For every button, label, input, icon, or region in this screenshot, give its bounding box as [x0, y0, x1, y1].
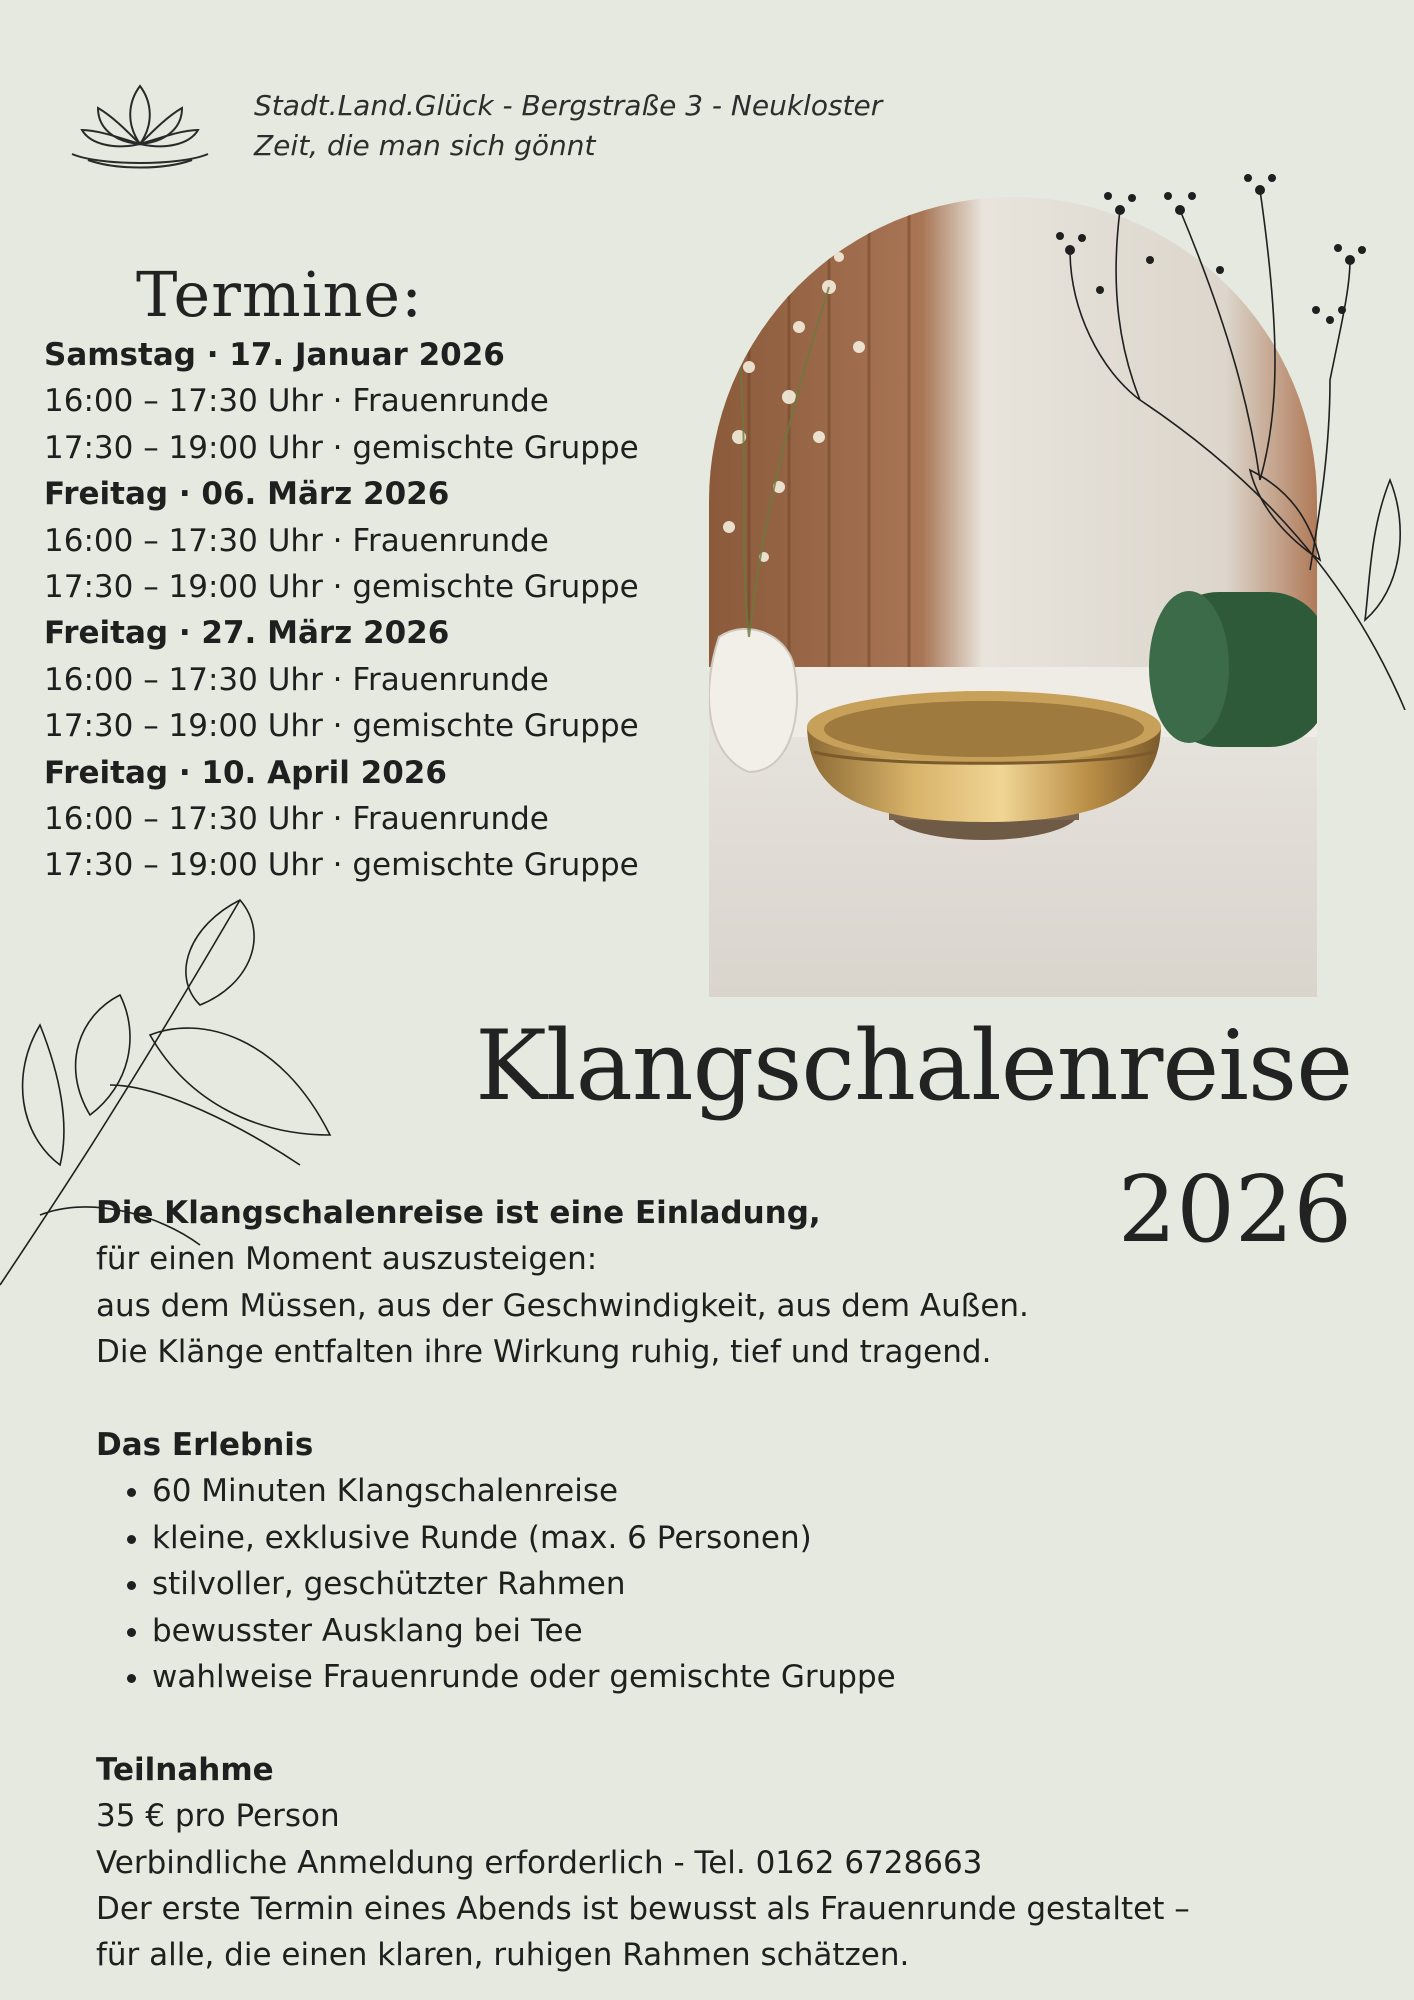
- schedule-slot: 16:00 – 17:30 Uhr · Frauenrunde: [44, 661, 549, 698]
- participation-note: für alle, die einen klaren, ruhigen Rahmen schätzen.: [96, 1937, 910, 1974]
- description-block: [96, 1190, 1190, 1979]
- list-item: • bewusster Ausklang bei Tee: [152, 1608, 1190, 1654]
- lotus-logo-icon: [70, 78, 210, 170]
- tagline: Zeit, die man sich gönnt: [254, 129, 596, 162]
- schedule-date: Freitag · 27. März 2026: [44, 615, 450, 652]
- header-info: [254, 86, 882, 166]
- participation-note: Der erste Termin eines Abends ist bewusst als Frauenrunde gestaltet –: [96, 1890, 1190, 1927]
- intro-line: aus dem Müssen, aus der Geschwindigkeit, aus dem Außen.: [96, 1287, 1029, 1324]
- schedule-slot: 17:30 – 19:00 Uhr · gemischte Gruppe: [44, 847, 639, 884]
- schedule-list: [44, 332, 639, 889]
- main-year: 2026: [1117, 1156, 1352, 1263]
- schedule-date: Freitag · 06. März 2026: [44, 476, 450, 513]
- venue-address: Stadt.Land.Glück - Bergstraße 3 - Neukloster: [254, 89, 883, 122]
- main-title: Klangschalenreise: [475, 1010, 1352, 1122]
- dried-flowers-decoration-icon: [1010, 150, 1414, 710]
- schedule-date: Freitag · 10. April 2026: [44, 754, 447, 791]
- price: 35 € pro Person: [96, 1798, 340, 1835]
- registration-info: Verbindliche Anmeldung erforderlich - Tel. 0162 6728663: [96, 1844, 983, 1881]
- list-item: • kleine, exklusive Runde (max. 6 Personen): [152, 1515, 1190, 1561]
- experience-list: [96, 1468, 1190, 1700]
- schedule-slot: 16:00 – 17:30 Uhr · Frauenrunde: [44, 522, 549, 559]
- schedule-slot: 16:00 – 17:30 Uhr · Frauenrunde: [44, 800, 549, 837]
- schedule-slot: 17:30 – 19:00 Uhr · gemischte Gruppe: [44, 708, 639, 745]
- schedule-date: Samstag · 17. Januar 2026: [44, 337, 505, 373]
- list-item: • 60 Minuten Klangschalenreise: [152, 1468, 1190, 1514]
- schedule-slot: 17:30 – 19:00 Uhr · gemischte Gruppe: [44, 429, 639, 466]
- schedule-title: Termine:: [136, 258, 423, 331]
- list-item: • stilvoller, geschützter Rahmen: [152, 1561, 1190, 1607]
- experience-heading: Das Erlebnis: [96, 1427, 314, 1464]
- intro-line: für einen Moment auszusteigen:: [96, 1241, 598, 1278]
- schedule-slot: 17:30 – 19:00 Uhr · gemischte Gruppe: [44, 568, 639, 605]
- schedule-slot: 16:00 – 17:30 Uhr · Frauenrunde: [44, 383, 549, 420]
- participation-heading: Teilnahme: [96, 1751, 274, 1788]
- intro-lead: Die Klangschalenreise ist eine Einladung,: [96, 1195, 821, 1231]
- intro-line: Die Klänge entfalten ihre Wirkung ruhig, tief und tragend.: [96, 1334, 992, 1371]
- list-item: • wahlweise Frauenrunde oder gemischte Gruppe: [152, 1654, 1190, 1700]
